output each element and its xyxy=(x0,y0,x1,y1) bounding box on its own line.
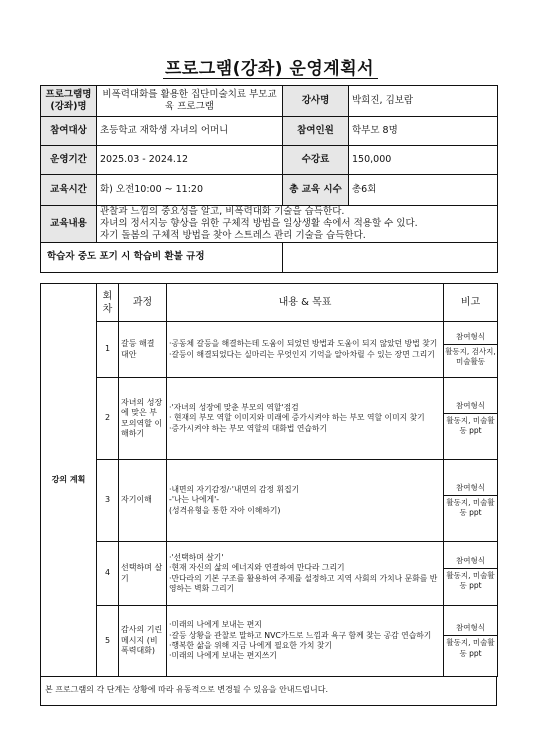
process-name: 감사의 기린메시지 (비폭력대화) xyxy=(119,606,167,677)
process-name: 자기이해 xyxy=(119,460,167,542)
time-value: 화) 오전10:00 ~ 11:20 xyxy=(97,175,283,206)
content-line: 자기 돌봄의 구체적 방법을 찾아 스트레스 관리 기술을 습득한다. xyxy=(100,229,366,241)
content-line: 자녀의 정서지능 향상을 위한 구체적 방법을 일상생활 속에서 적용할 수 있다. xyxy=(100,217,418,229)
session-content xyxy=(167,322,444,378)
process-name: 갈등 해결 대안 xyxy=(119,322,167,378)
content-item: ·공동체 갈등을 해결하는데 도움이 되었던 방법과 도움이 되지 않았던 방법 찾기 xyxy=(169,339,438,349)
process-name: 선택하며 살기 xyxy=(119,542,167,606)
session-content xyxy=(167,460,444,542)
content-item: ·미래의 나에게 보내는 편지 xyxy=(169,620,262,630)
note-materials: 활동지, 미술활동 ppt xyxy=(446,570,495,591)
program-info-table xyxy=(40,85,498,273)
period-value: 2025.03 - 2024.12 xyxy=(97,146,283,175)
lecture-plan-label: 강의 계획 xyxy=(41,284,97,677)
headcount-value: 학부모 8명 xyxy=(349,117,498,146)
period-label: 운영기간 xyxy=(41,146,97,175)
session-content xyxy=(167,606,444,677)
table-row xyxy=(41,378,498,460)
session-note xyxy=(444,322,498,378)
time-label: 교육시간 xyxy=(41,175,97,206)
refund-policy-value xyxy=(283,242,498,272)
note-type: 참여형식 xyxy=(444,481,497,496)
title-underline xyxy=(163,78,378,79)
session-note xyxy=(444,606,498,677)
content-item: ·만다라의 기본 구조를 활용하여 주제를 설정하고 지역 사회의 가치나 문화를 반영하는 벽화 그리기 xyxy=(169,573,438,593)
round-header: 회차 xyxy=(97,284,119,322)
total-hours-value: 총6회 xyxy=(349,175,498,206)
program-name-label: 프로그램명(강좌)명 xyxy=(41,86,97,117)
content-label: 교육내용 xyxy=(41,206,97,243)
session-note xyxy=(444,542,498,606)
note-materials: 활동지, 검사지, 미술활동 xyxy=(445,346,496,367)
program-name-value: 비폭력대화를 활용한 집단미술치료 부모교육 프로그램 xyxy=(97,86,283,117)
footer-note: 본 프로그램의 각 단계는 상황에 따라 유동적으로 변경될 수 있음을 안내드립니다. xyxy=(40,676,497,706)
process-header: 과정 xyxy=(119,284,167,322)
headcount-label: 참여인원 xyxy=(283,117,349,146)
note-materials: 활동지, 미술활동 ppt xyxy=(446,638,495,658)
curriculum-table xyxy=(40,283,498,677)
table-row xyxy=(41,460,498,542)
total-hours-label: 총 교육 시수 xyxy=(283,175,349,206)
content-item: (성격유형을 통한 자아 이해하기) xyxy=(169,505,281,515)
round-number: 1 xyxy=(97,322,119,378)
note-type: 참여형식 xyxy=(444,330,497,345)
document-title: 프로그램(강좌) 운영계획서 xyxy=(164,59,375,79)
instructor-value: 박희진, 김보람 xyxy=(349,86,498,117)
round-number: 4 xyxy=(97,542,119,606)
note-materials: 활동지, 미술활동 ppt xyxy=(446,497,495,518)
content-item: -'나는 나에게'- xyxy=(169,495,220,505)
content-value xyxy=(97,206,498,243)
session-content xyxy=(167,542,444,606)
table-row xyxy=(41,322,498,378)
fee-label: 수강료 xyxy=(283,146,349,175)
content-item: ·갈등 상황을 관찰로 말하고 NVC카드로 느낌과 욕구 함께 찾는 공감 연습하기 xyxy=(169,630,432,640)
note-type: 참여형식 xyxy=(444,399,497,414)
note-type: 참여형식 xyxy=(444,554,497,569)
target-value: 초등학교 재학생 자녀의 어머니 xyxy=(97,117,283,146)
content-item: ·현재 자신의 삶의 에너지와 연결하여 만다라 그리기 xyxy=(169,563,345,573)
content-item: ·미래의 나에게 보내는 편지쓰기 xyxy=(169,651,277,661)
content-line: 관찰과 느낌의 중요성을 알고, 비폭력대화 기술을 습득한다. xyxy=(100,206,345,217)
content-header: 내용 & 목표 xyxy=(167,284,444,322)
note-header: 비고 xyxy=(444,284,498,322)
instructor-label: 강사명 xyxy=(283,86,349,117)
session-note xyxy=(444,378,498,460)
content-item: ·행복한 삶을 위해 지금 나에게 필요한 가치 찾기 xyxy=(169,641,332,650)
content-item: ·증가시켜야 하는 부모 역할의 대화법 연습하기 xyxy=(169,423,327,433)
round-number: 3 xyxy=(97,460,119,542)
content-item: ·갈등이 해결되었다는 실마리는 무엇인지 기억을 알아차릴 수 있는 장면 그리기 xyxy=(169,349,435,359)
refund-policy-label: 학습자 중도 포기 시 학습비 환불 규정 xyxy=(41,242,283,272)
content-item: ·'자녀의 성장에 맞춘 부모의 역할'점검 xyxy=(169,403,299,413)
round-number: 2 xyxy=(97,378,119,460)
content-item: · 현재의 부모 역할 이미지와 미래에 증가시켜야 하는 부모 역할 이미지 찾기 xyxy=(169,413,425,423)
process-name: 자녀의 성장에 맞은 부모의역할 이해하기 xyxy=(119,378,167,460)
session-content xyxy=(167,378,444,460)
table-row xyxy=(41,542,498,606)
table-row xyxy=(41,606,498,677)
note-type: 참여형식 xyxy=(444,621,497,636)
fee-value: 150,000 xyxy=(349,146,498,175)
target-label: 참여대상 xyxy=(41,117,97,146)
session-note xyxy=(444,460,498,542)
note-materials: 활동지, 미술활동 ppt xyxy=(446,415,495,436)
round-number: 5 xyxy=(97,606,119,677)
content-item: ·내면의 자기감정/·'내면의 감정 휘집기 xyxy=(169,485,300,495)
content-item: ·'선택하며 살기' xyxy=(169,552,224,562)
